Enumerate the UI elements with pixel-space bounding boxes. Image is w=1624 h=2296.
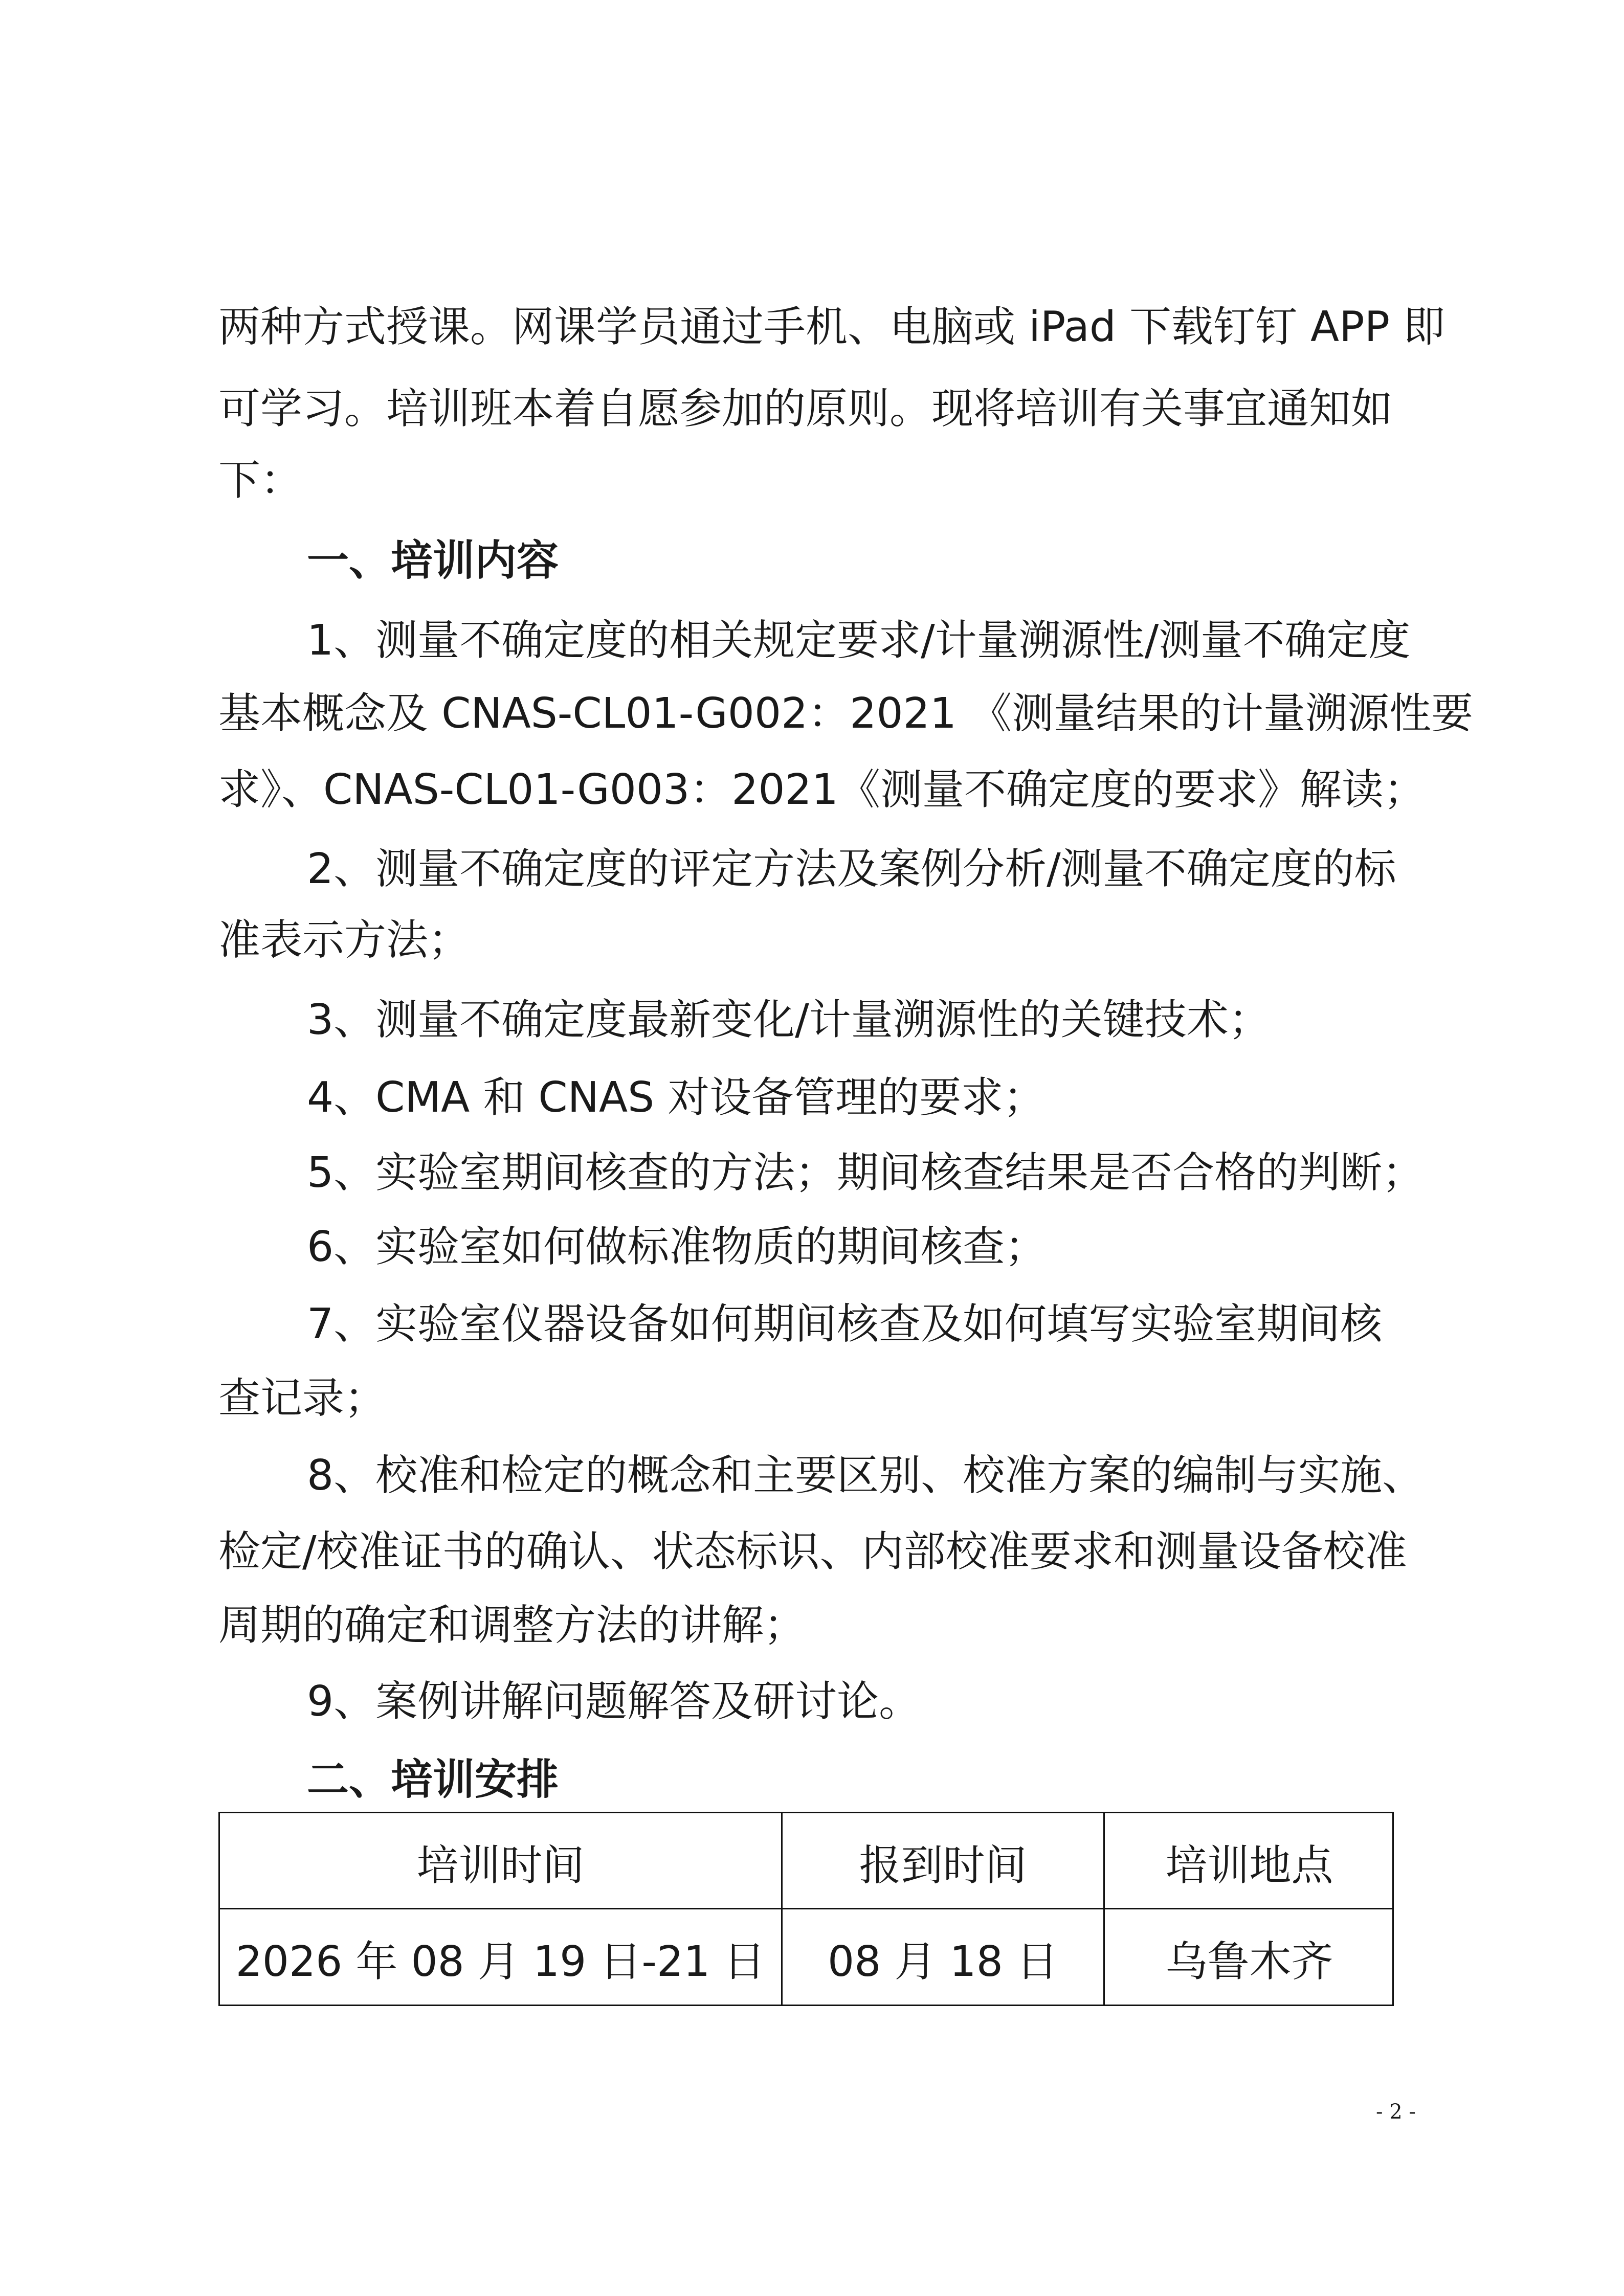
list-item-line: 求》、CNAS-CL01-G003：2021《测量不确定度的要求》解读；	[218, 766, 1426, 814]
text-line: 下：	[218, 456, 303, 505]
table-header-row	[220, 1813, 1392, 1909]
list-item-line: 5、实验室期间核查的方法；期间核查结果是否合格的判断；	[307, 1149, 1425, 1197]
table-header-cell: 培训时间	[220, 1813, 783, 1908]
list-item-line: 准表示方法；	[218, 916, 471, 964]
table-header-cell: 培训地点	[1165, 1841, 1333, 1890]
list-item-line: 基本概念及 CNAS-CL01-G002：2021 《测量结果的计量溯源性要	[218, 689, 1474, 738]
list-item-line: 查记录；	[218, 1374, 387, 1423]
table-cell: 2026 年 08 月 19 日-21 日	[220, 1909, 783, 2005]
schedule-table	[218, 1812, 1394, 2006]
table-row	[220, 1909, 1392, 2005]
list-item-line: 9、案例讲解问题解答及研讨论。	[307, 1677, 921, 1726]
list-item-line: 1、测量不确定度的相关规定要求/计量溯源性/测量不确定度	[307, 616, 1411, 665]
section-heading-text: 一、培训内容	[307, 536, 559, 585]
list-item-line: 周期的确定和调整方法的讲解；	[218, 1601, 806, 1650]
text-line: 两种方式授课。网课学员通过手机、电脑或 iPad 下载钉钉 APP 即	[218, 303, 1445, 351]
section-heading-text: 二、培训安排	[307, 1755, 559, 1804]
list-item-line: 2、测量不确定度的评定方法及案例分析/测量不确定度的标	[307, 845, 1396, 893]
list-item-line: 4、CMA 和 CNAS 对设备管理的要求；	[307, 1073, 1045, 1122]
page-number: - 2 -	[1376, 2100, 1416, 2124]
list-item-line: 8、校准和检定的概念和主要区别、校准方案的编制与实施、	[307, 1451, 1425, 1500]
list-item-line: 6、实验室如何做标准物质的期间核查；	[307, 1223, 1047, 1271]
list-item-line: 7、实验室仪器设备如何期间核查及如何填写实验室期间核	[307, 1300, 1383, 1348]
list-item-line: 3、测量不确定度最新变化/计量溯源性的关键技术；	[307, 996, 1271, 1044]
list-item-line: 检定/校准证书的确认、状态标识、内部校准要求和测量设备校准	[218, 1527, 1407, 1576]
table-cell: 乌鲁木齐	[1165, 1938, 1333, 1986]
text-line: 可学习。培训班本着自愿参加的原则。现将培训有关事宜通知如	[218, 385, 1393, 433]
table-header-cell: 报到时间	[783, 1813, 1105, 1908]
table-cell: 08 月 18 日	[783, 1909, 1105, 2005]
